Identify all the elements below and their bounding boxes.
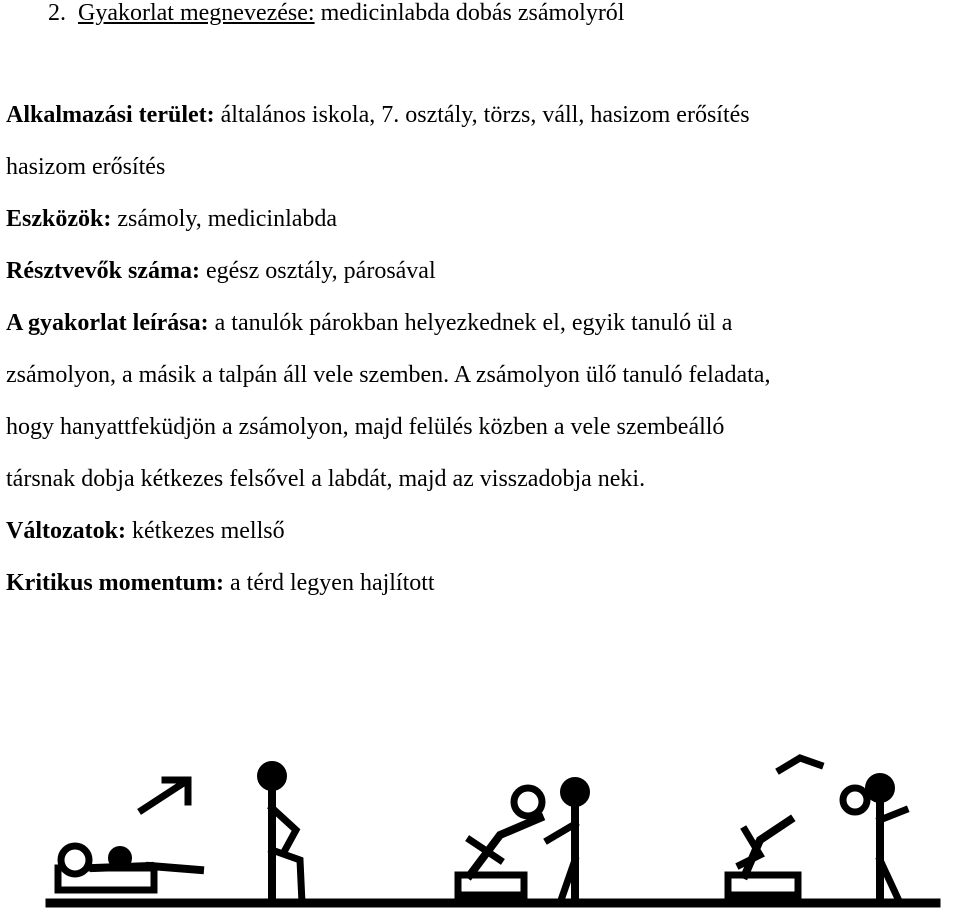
tools-value: zsámoly, medicinlabda [117, 206, 338, 232]
lying-head [112, 850, 128, 866]
partner-head-1 [261, 765, 283, 787]
tools [6, 204, 337, 234]
description-label: A gyakorlat leírása: [6, 310, 209, 336]
application-area [6, 100, 750, 130]
critical-moment [6, 568, 435, 598]
heading-value: medicinlabda dobás zsámolyról [320, 0, 625, 26]
description [6, 308, 732, 338]
description-line-4: társnak dobja kétkezes felsővel a labdát, majd az visszadobja neki. [6, 466, 646, 492]
throw-arrow-3 [780, 758, 820, 770]
partner-arm-2 [548, 824, 575, 840]
participants-label: Résztvevők száma: [6, 258, 200, 284]
description-line-1: a tanulók párokban helyezkednek el, egyik tanuló ül a [214, 310, 733, 336]
critical-moment-label: Kritikus momentum: [6, 570, 224, 596]
throwing-arm [740, 830, 760, 865]
ball-3 [843, 788, 867, 812]
bench-3 [728, 875, 798, 895]
partner-head-2 [564, 781, 586, 803]
application-area-value: általános iskola, 7. osztály, törzs, váll, hasizom erősítés [220, 102, 750, 128]
application-area-label: Alkalmazási terület: [6, 102, 215, 128]
throw-arrow-1 [142, 782, 185, 810]
partner-head-3 [869, 777, 891, 799]
participants-value: egész osztály, párosával [205, 258, 436, 284]
ball-2 [514, 788, 542, 816]
heading-label: Gyakorlat megnevezése: [78, 0, 315, 26]
partner-leg-1 [272, 850, 302, 903]
description-line-2: zsámolyon, a másik a talpán áll vele szemben. A zsámolyon ülő tanuló feladata, [6, 362, 771, 388]
lying-legs [150, 866, 200, 870]
variants-label: Változatok: [6, 518, 126, 544]
application-area-continuation: hasizom erősítés [6, 154, 166, 180]
participants [6, 256, 436, 286]
heading-number: 2. [48, 0, 66, 26]
scene-sitting [458, 781, 586, 903]
tools-label: Eszközök: [6, 206, 112, 232]
variants [6, 516, 285, 546]
scene-throwing [728, 758, 905, 903]
description-line-3: hogy hanyattfeküdjön a zsámolyon, majd felülés közben a vele szembeálló [6, 414, 725, 440]
scene-lying [58, 765, 302, 903]
ball-1 [61, 846, 89, 874]
variants-value: kétkezes mellső [131, 518, 285, 544]
exercise-heading [48, 0, 624, 28]
exercise-illustration [0, 740, 960, 911]
critical-moment-value: a térd legyen hajlított [230, 570, 435, 596]
